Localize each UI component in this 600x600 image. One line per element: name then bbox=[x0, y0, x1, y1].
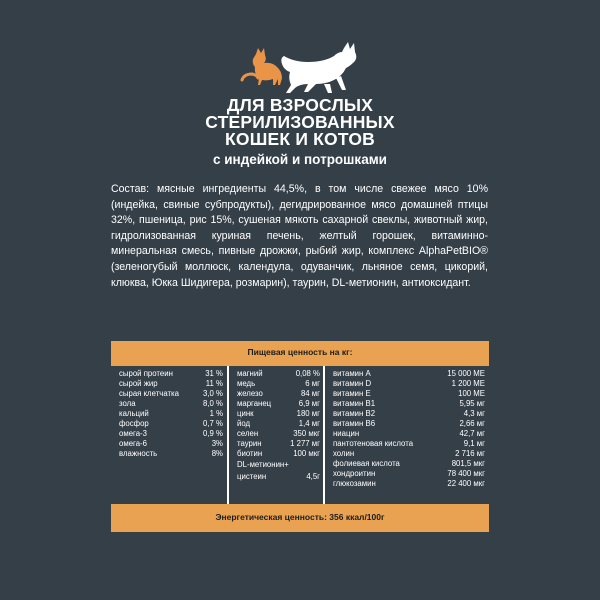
cat-and-kitten-icon bbox=[238, 40, 362, 96]
nutrient-row: витамин D 1 200 МЕ bbox=[333, 379, 485, 388]
nutrient-row: глюкозамин 22 400 мкг bbox=[333, 479, 485, 488]
nutrient-row: витамин B1 5,95 мг bbox=[333, 399, 485, 408]
nutrient-row: кальций 1 % bbox=[119, 409, 223, 418]
nutrient-row: пантотеновая кислота 9,1 мг bbox=[333, 439, 485, 448]
nutrient-row: сырая клетчатка 3,0 % bbox=[119, 389, 223, 398]
nutrient-row: витамин A 15 000 МЕ bbox=[333, 369, 485, 378]
nutrient-row: омега-3 0,9 % bbox=[119, 429, 223, 438]
nutrient-row: фосфор 0,7 % bbox=[119, 419, 223, 428]
nutrient-row: марганец 6,9 мг bbox=[237, 399, 320, 408]
nutrient-row: витамин E 100 МЕ bbox=[333, 389, 485, 398]
nutrition-title: Пищевая ценность на кг: bbox=[111, 341, 489, 366]
nutrient-row: фолиевая кислота 801,5 мкг bbox=[333, 459, 485, 468]
composition-text: Состав: мясные ингредиенты 44,5%, в том числе свежее мясо 10% (индейка, свиные субпродукты), дегидрированное мясо домашней птицы 32%, пшеница, рис 15%, сушеная мякоть сахарной свеклы, животный жир, гидролизованная куриная печень, желтый горошек, витаминно-минеральная смесь, пивные дрожжи, рыбий жир, комплекс AlphaPetBIO® (зеленогубый моллюск, календула, одуванчик, льняное семя, цикорий, клюква, Юкка Шидигера, розмарин), таурин, DL-метионин, антиоксидант. bbox=[111, 183, 488, 289]
nutrient-row: DL-метионин+ bbox=[237, 460, 289, 469]
nutrient-row: цистеин 4,5г bbox=[237, 472, 320, 481]
headline-line-3: КОШЕК И КОТОВ bbox=[225, 129, 375, 149]
nutrition-table bbox=[111, 341, 489, 532]
nutrient-row: сырой протеин 31 % bbox=[119, 369, 223, 378]
nutrient-row: таурин 1 277 мг bbox=[237, 439, 320, 448]
kitten-icon bbox=[242, 48, 282, 85]
nutrient-row: витамин B2 4,3 мг bbox=[333, 409, 485, 418]
headline-line-1: ДЛЯ ВЗРОСЛЫХ bbox=[226, 95, 374, 115]
nutrient-row: зола 8,0 % bbox=[119, 399, 223, 408]
nutrient-row: селен 350 мкг bbox=[237, 429, 320, 438]
nutrient-row: биотин 100 мкг bbox=[237, 449, 320, 458]
nutrient-row: хондроитин 78 400 мкг bbox=[333, 469, 485, 478]
nutrient-row: цинк 180 мг bbox=[237, 409, 320, 418]
nutrient-row: витамин B6 2,66 мг bbox=[333, 419, 485, 428]
headline-subtitle: с индейкой и потрошками bbox=[213, 152, 387, 167]
nutrient-row: сырой жир 11 % bbox=[119, 379, 223, 388]
nutrient-row: йод 1,4 мг bbox=[237, 419, 320, 428]
nutrient-row: омега-6 3% bbox=[119, 439, 223, 448]
energy-value: Энергетическая ценность: 356 ккал/100г bbox=[111, 504, 489, 532]
nutrient-row: железо 84 мг bbox=[237, 389, 320, 398]
nutrient-row: ниацин 42,7 мг bbox=[333, 429, 485, 438]
headline-line-2: СТЕРИЛИЗОВАННЫХ bbox=[205, 112, 395, 132]
nutrient-row: магний 0,08 % bbox=[237, 369, 320, 378]
product-headline bbox=[0, 97, 600, 168]
nutrient-row: влажность 8% bbox=[119, 449, 223, 458]
cat-icon bbox=[281, 42, 356, 93]
nutrient-row: холин 2 716 мг bbox=[333, 449, 485, 458]
nutrient-row: медь 6 мг bbox=[237, 379, 320, 388]
